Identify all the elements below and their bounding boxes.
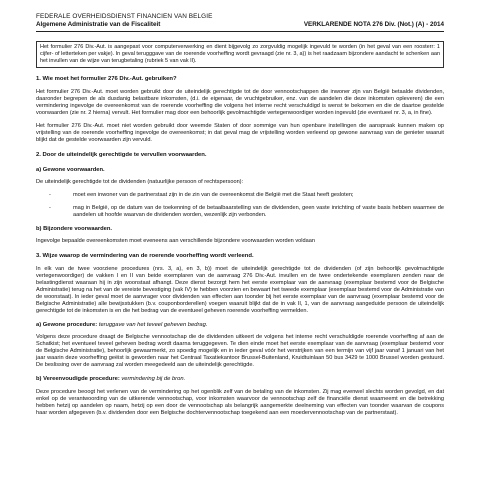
section-3a-subtitle: teruggave van het teveel geheven bedrag. (98, 322, 208, 329)
section-3b-text: Deze procedure beoogt het verlenen van de vermindering op het ogenblik zelf van de betaling van de inkomsten. Zij mag evenwel slechts worden gevolgd, en dat enkel op de verantwoording van de uitkerende vennootschap, voor inkomsten waarvoor de vennootschap zelf de financiële dienst waarneemt en die betrekking hebben hetzij op aandelen op naam, hetzij op een door de vennootschap als belangrijk aangemerkte deelneming van effecten van toonder waarvan de coupons haar worden afgegeven (b.v. dividenden door een Belgische dochtervennootschap toegekend aan een moedervennootschap van de partnerstaat). (36, 388, 444, 416)
section-1-paragraph-1: Het formulier 276 Div.-Aut. moet worden gebruikt door de uiteindelijk gerechtigde tot de door vennootschappen die inwoner zijn van België betaalde dividenden, daaronder begrepen de als dusdanig belastbare inkomsten, (d.i. de eigenaar, de vruchtgebruiker, enz. van de aandelen die deze inkomsten opleveren) die een vermindering ingevolge de overeenkomst van de roerende voorheffing die volgens het interne recht verschuldigd is wenst te bekomen en die de daartoe gestelde voorwaarden (zie nr. 2 hierna) vervult. Het formulier mag door een behoorlijk gevolmachtigde vertegenwoordiger worden ingevuld (zie eventueel nr. 3, a, in fine). (36, 89, 444, 117)
list-item (36, 192, 444, 199)
section-3a-text: Volgens deze procedure draagt de Belgische vennootschap die de dividenden uitkeert de volgens het interne recht verschuldigde roerende voorheffing af aan de Schatkist; het eventueel teveel geheven bedrag wordt daarna teruggegeven. Te dien einde moet het eerste exemplaar van de aanvraag (exemplaar bestemd voor de Belgische Administratie), behoorlijk gewaarmerkt, zo spoedig mogelijk en in ieder geval vóór het verstrijken van een termijn van vijf jaar vanaf 1 januari van het jaar waarin deze voorheffing geëist is geworden naar het Centraal Taxatiekantoor Brussel-Buitenland, Kruidtuinlaan 50 bus 3429 te 1000 Brussel worden gestuurd. De beslissing over de aanvraag zal worden meegedeeld aan de uiteindelijk gerechtigde. (36, 334, 444, 369)
section-3b-title (36, 376, 444, 383)
section-3a-label: a) Gewone procedure: (36, 322, 98, 329)
list-item-text: moet een inwoner van de partnerstaat zijn in de zin van de overeenkomst die België met die Staat heeft gesloten; (73, 191, 354, 198)
header-divider (36, 31, 444, 32)
header-document-title: VERKLARENDE NOTA 276 Div. (Not.) (A) - 2014 (303, 21, 444, 28)
section-3a-title (36, 322, 444, 329)
list-item (36, 205, 444, 219)
section-1-title: 1. Wie moet het formulier 276 Div.-Aut. gebruiken? (36, 75, 177, 82)
bullet-dash: - (49, 204, 51, 211)
section-2-title: 2. Door de uiteindelijk gerechtigde te vervullen voorwaarden. (36, 152, 207, 159)
header-administration: Algemene Administratie van de Fiscaliteit (36, 21, 161, 28)
section-1-paragraph-2: Het formulier 276 Div.-Aut. moet niet worden gebruikt door weemde Staten of door sommige van hun openbare instellingen die aanspraak kunnen maken op vrijstelling van de roerende voorheffing ingevolge de overeenkomst; in dat geval mag de vrijstelling worden verleend op gewone aanvraag van de genieter waaruit blijkt dat de gestelde voorwaarden zijn vervuld. (36, 123, 444, 144)
section-3b-subtitle: vermindering bij de bron. (121, 376, 186, 383)
notice-box: Het formulier 276 Div.-Aut. is aangepast voor computerverwerking en dient bijgevolg zo zorgvuldig mogelijk ingevuld te worden (in het geval van een roosterr: 1 cijfer- of letterteken per vakje). In geval terugggave van de roerende voorheffing wordt gevraagd (zie nr. 3, a)) is het raadzaam bijzondere aandacht te schenken aan het invullen van de wijze van terugbetaling (rubriek 5 van vak II). (36, 41, 444, 68)
document-header (36, 13, 444, 31)
section-2b-title: b) Bijzondere voorwaarden. (36, 225, 113, 232)
section-2a-title: a) Gewone voorwaarden. (36, 166, 105, 173)
section-3-paragraph-1: In elk van de twee voorziene procedures (nrs. 3, a), en 3, b)) moet de uiteindelijk gerechtigde tot de dividenden (of zijn behoorlijk gevolmachtigde vertegenwoordiger) de vakken I en II van beide exemplaren van de aanvraag 276 Div.-Aut. invullen en de twee ondertekende exemplaren zenden naar de belastingdienst waaraan hij in zijn woonstaat afhangt. Deze dienst bezorgt hem het eerste exemplaar van de aanvraag (exemplaar bestemd voor de Belgische Administratie) terug na het van de vereiste bevestiging (vak IV) te hebben voorzien en bewaart het tweede exemplaar (exemplaar bestemd voor de Administratie van de woonstaat). In ieder geval moet de aanvrager voor dividenden van effecten aan toonder bij het eerste exemplaar van de aanvraag (exemplaar bestemd voor de Belgische Administratie) alle bewijsstukken (b.v. couponborderellen) voegen waaruit blijkt dat de in vak II, 1, van de aanvraag aangeduide persoon de uiteindelijk gerechtigde tot de inkomsten is en die het bedrag van de eventueel geheven roerende voorheffing vermelden. (36, 266, 444, 315)
header-organization: FEDERALE OVERHEIDSDIENST FINANCIEN VAN BELGIE (36, 13, 213, 20)
list-item-text: mag in België, op de datum van de toekenning of de betaalbaarstelling van de dividenden, geen vaste inrichting of vaste basis hebben waarmee de aandelen uit hoofde waarvan de dividenden worden, wezenlijk zijn verbonden. (73, 204, 444, 218)
section-3-title: 3. Wijze waarop de vermindering van de roerende voorheffing wordt verleend. (36, 252, 254, 259)
bullet-dash: - (49, 191, 51, 198)
section-2a-intro: De uiteindelijk gerechtigde tot de dividenden (natuurlijke persoon of rechtspersoon): (36, 178, 244, 185)
section-3b-label: b) Vereenvoudigde procedure: (36, 376, 120, 383)
section-2b-text: Ingevolge bepaalde overeenkomsten moet eveneens aan verschillende bijzondere voorwaarden worden voldaan (36, 238, 315, 244)
